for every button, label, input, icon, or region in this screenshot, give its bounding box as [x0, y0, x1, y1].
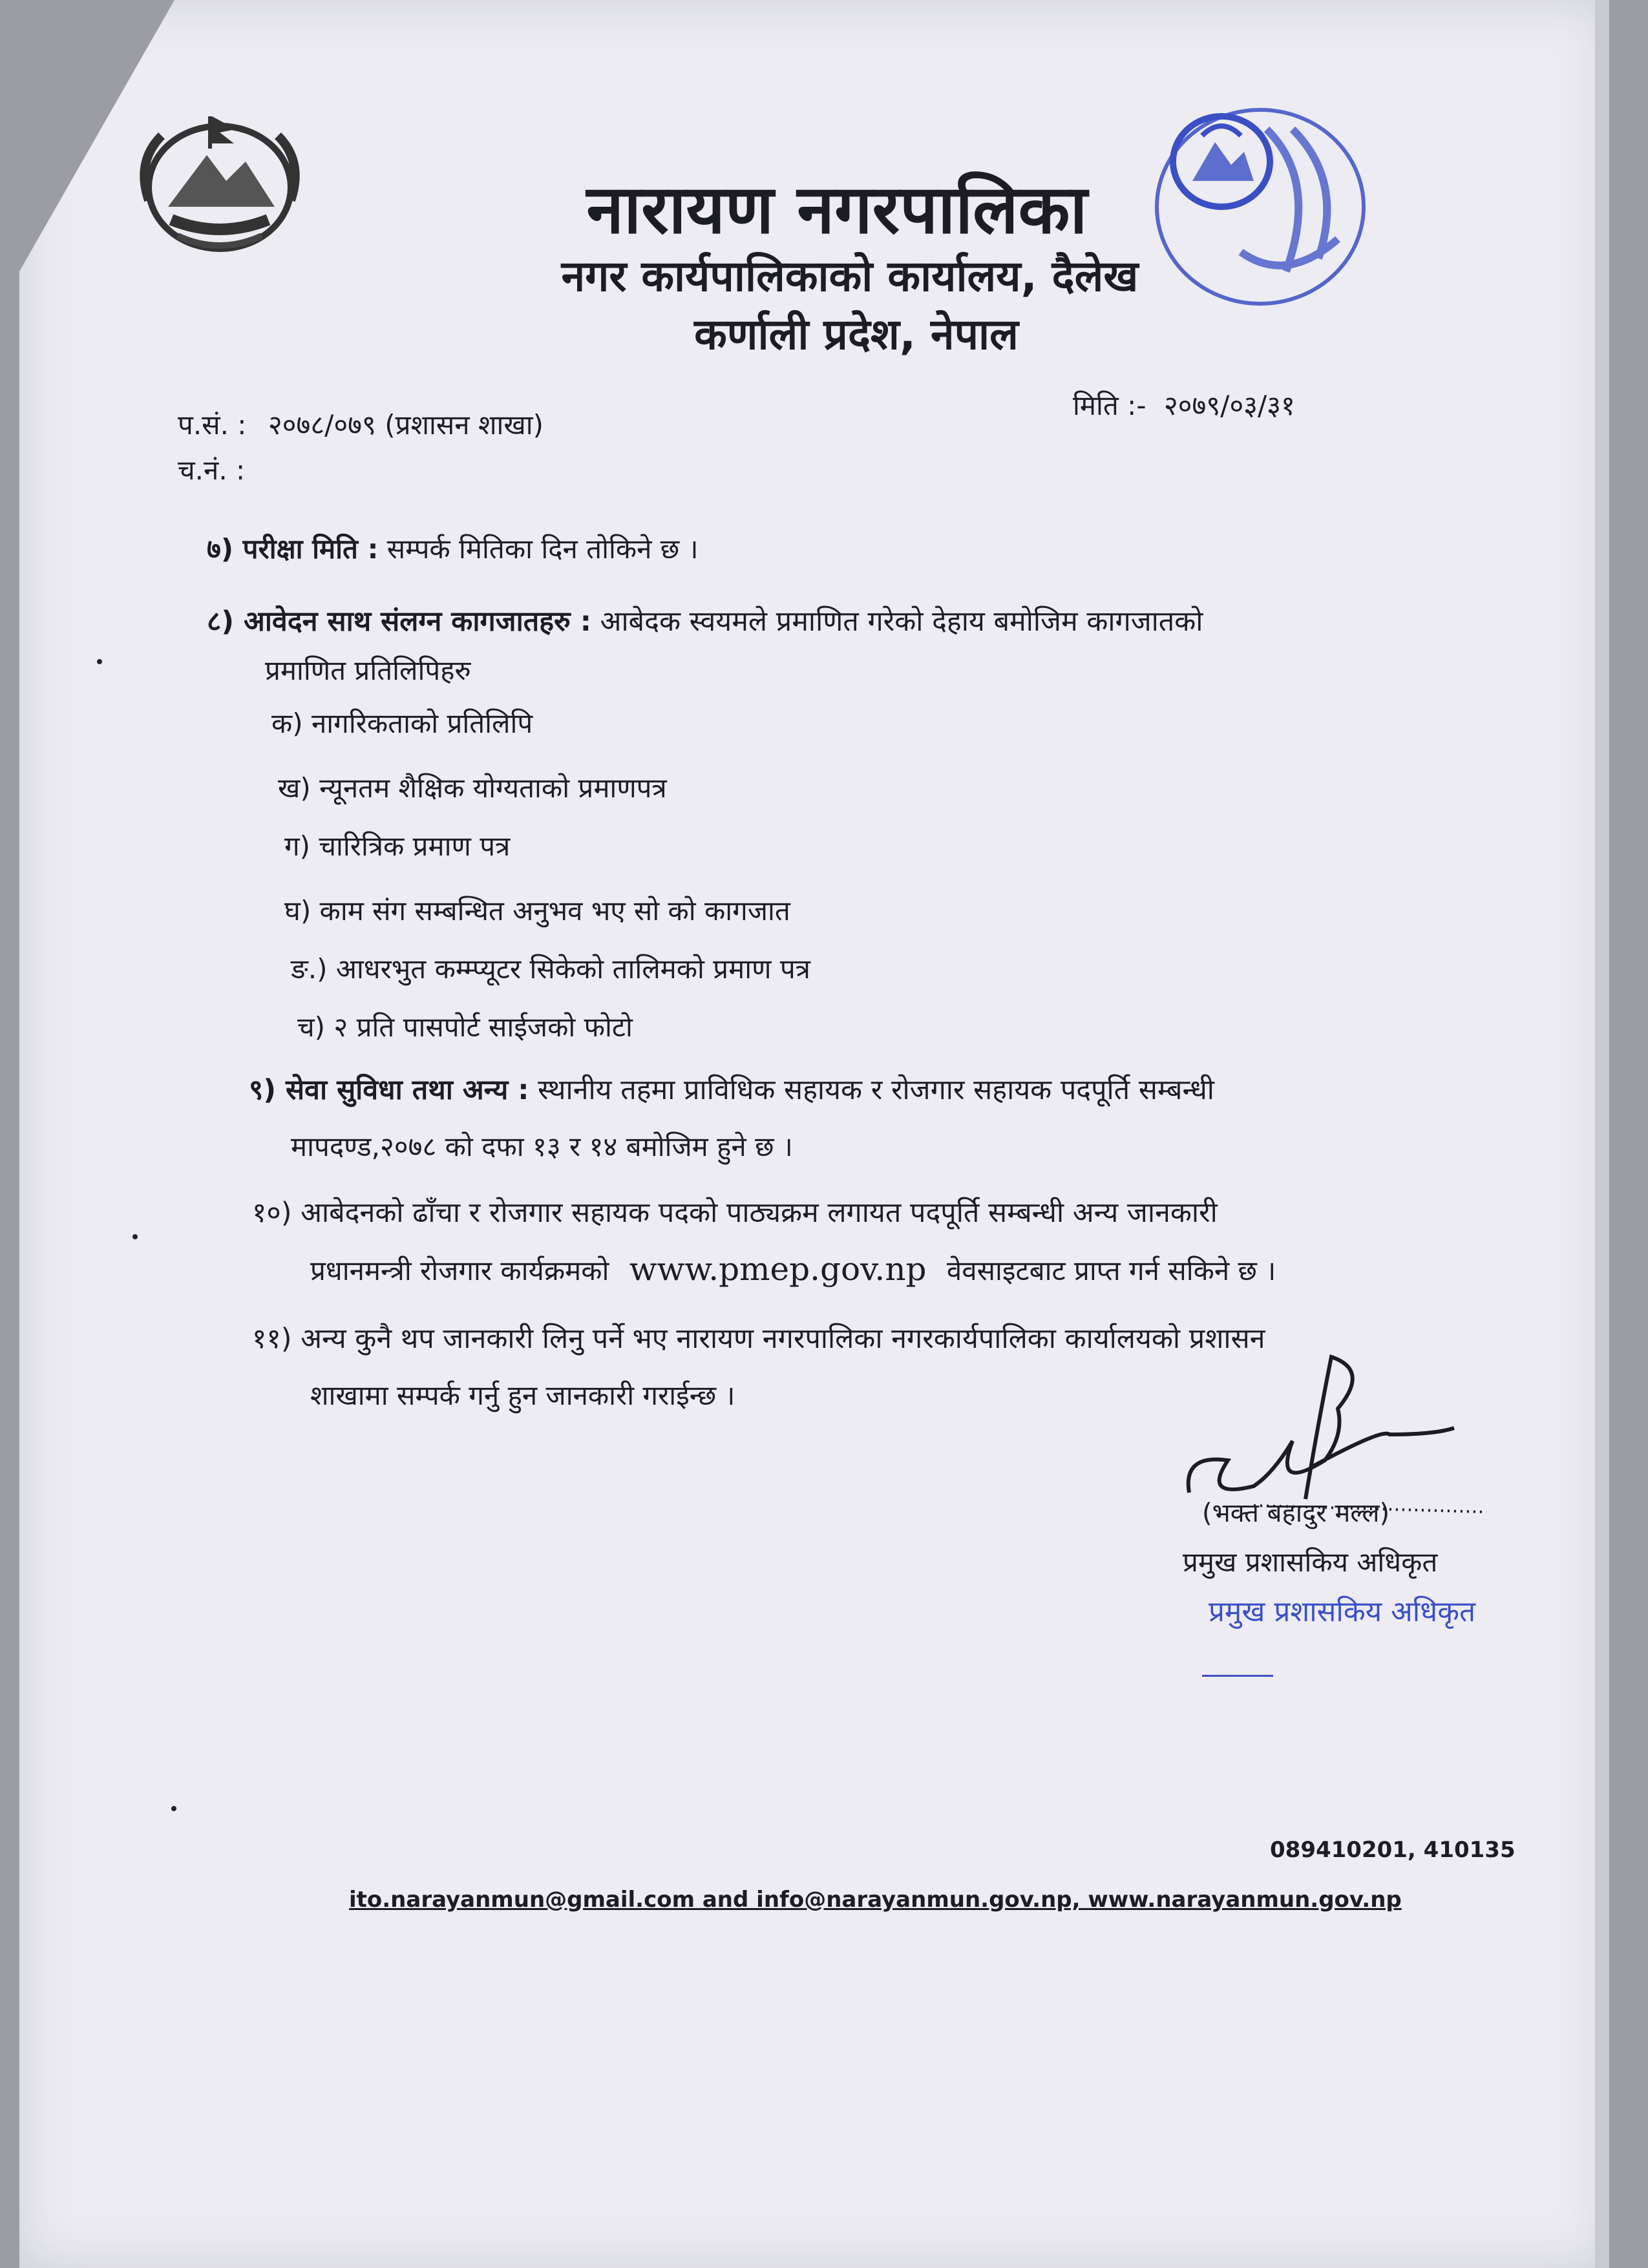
- sub-item-a: क) नागरिकताको प्रतिलिपि: [271, 708, 533, 739]
- footer-phone: 089410201, 410135: [1270, 1837, 1516, 1863]
- document-date: [1073, 386, 1295, 423]
- item-11: ११) अन्य कुनै थप जानकारी लिनु पर्ने भए नारायण नगरपालिका नगरकार्यपालिका कार्यालयको प्रशासन: [252, 1323, 1265, 1355]
- item-9-continuation: मापदण्ड,२०७८ को दफा १३ र १४ बमोजिम हुने छ ।: [291, 1131, 793, 1162]
- item-10: १०) आबेदनको ढाँचा र रोजगार सहायक पदको पाठ्यक्रम लगायत पदपूर्ति सम्बन्धी अन्य जानकारी: [252, 1197, 1218, 1229]
- stray-mark: [171, 1806, 176, 1811]
- item-8: [207, 601, 1203, 639]
- pmep-link[interactable]: www.pmep.gov.np: [629, 1250, 927, 1288]
- item-8-title: ८) आवेदन साथ संलग्न कागजातहरु :: [207, 605, 591, 638]
- item-8-text: आबेदक स्वयमले प्रमाणित गरेको देहाय बमोजिम कागजातको: [600, 605, 1203, 638]
- date-label: मिति :-: [1073, 390, 1146, 421]
- signatory-title: प्रमुख प्रशासकिय अधिकृत: [1183, 1546, 1438, 1578]
- sub-item-b: ख) न्यूनतम शैक्षिक योग्यताको प्रमाणपत्र: [278, 772, 667, 804]
- item-8-continuation: प्रमाणित प्रतिलिपिहरु: [265, 655, 471, 686]
- item-10-continuation: [310, 1250, 1276, 1288]
- office-subtitle: नगर कार्यपालिकाको कार्यालय, दैलेख: [561, 251, 1139, 301]
- item-9-title: ९) सेवा सुविधा तथा अन्य :: [249, 1074, 529, 1106]
- item-7-text: सम्पर्क मितिका दिन तोकिने छ ।: [386, 533, 699, 565]
- signatory-name: (भक्त बहादुर मल्ल): [1202, 1498, 1390, 1528]
- reference-number: [178, 406, 544, 443]
- item-10-cont-a: प्रधानमन्त्री रोजगार कार्यक्रमको: [310, 1255, 609, 1286]
- sub-item-e: ङ.) आधरभुत कम्म्प्यूटर सिकेको तालिमको प्रमाण पत्र: [291, 953, 810, 985]
- stray-mark: [132, 1234, 138, 1239]
- item-9-text: स्थानीय तहमा प्राविधिक सहायक र रोजगार सहायक पदपूर्ति सम्बन्धी: [538, 1074, 1214, 1106]
- reference-value: २०७८/०७९ (प्रशासन शाखा): [268, 409, 544, 441]
- municipality-title: नारायण नगरपालिका: [586, 170, 1088, 249]
- reference-label: प.सं. :: [178, 409, 247, 441]
- stray-mark: [97, 659, 102, 664]
- stamp-underline: [1202, 1675, 1273, 1677]
- item-7: [207, 530, 699, 567]
- sub-item-d: घ) काम संग सम्बन्धित अनुभव भए सो को कागजात: [284, 895, 790, 927]
- sub-item-f: च) २ प्रति पासपोर्ट साईजको फोटो: [297, 1011, 633, 1043]
- province-subtitle: कर्णाली प्रदेश, नेपाल: [694, 310, 1019, 359]
- dispatch-number-label: च.नं. :: [178, 454, 246, 486]
- sub-item-c: ग) चारित्रिक प्रमाण पत्र: [284, 830, 511, 862]
- date-value: २०७९/०३/३१: [1163, 390, 1295, 421]
- footer-emails[interactable]: ito.narayanmun@gmail.com and info@narayanmun.gov.np, www.narayanmun.gov.np: [349, 1887, 1402, 1913]
- item-11-continuation: शाखामा सम्पर्क गर्नु हुन जानकारी गराईन्छ ।: [310, 1380, 735, 1411]
- item-7-title: ७) परीक्षा मिति :: [207, 533, 379, 565]
- item-10-cont-b: वेवसाइटबाट प्राप्त गर्न सकिने छ ।: [946, 1255, 1276, 1286]
- item-9: [249, 1069, 1214, 1108]
- signatory-stamp: प्रमुख प्रशासकिय अधिकृत: [1209, 1595, 1476, 1628]
